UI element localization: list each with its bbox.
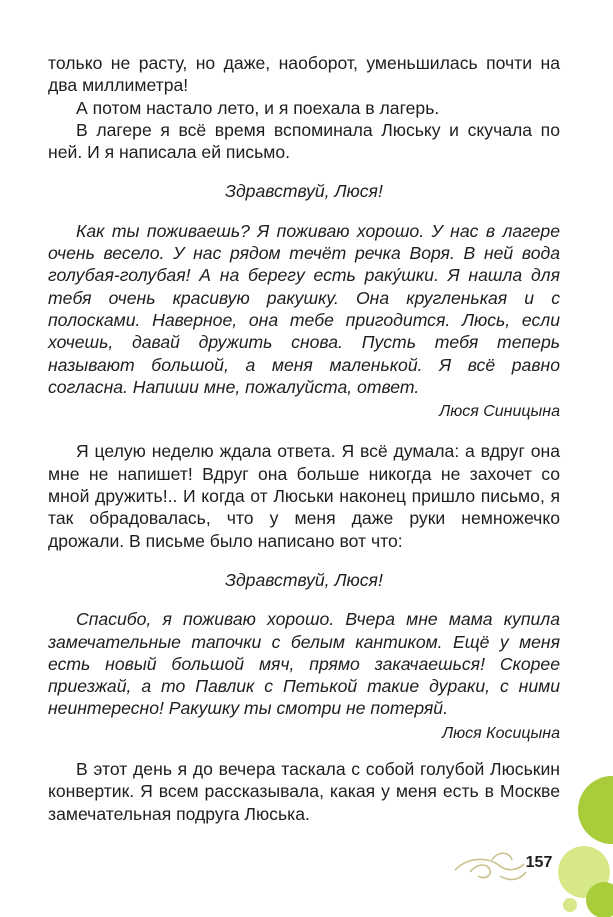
paragraph: только не расту, но даже, наоборот, уменьшилась почти на два миллиметра! — [48, 53, 560, 96]
letter2-greeting: Здравствуй, Люся! — [225, 569, 383, 590]
page-number: 157 — [525, 854, 553, 871]
paragraph: В этот день я до вечера таскала с собой голубой Люськин конвертик. Я всем рассказывала, какая у меня есть в Москве замечательная подруга Люська. — [48, 759, 560, 824]
letter2-signature: Люся Косицына — [442, 724, 560, 742]
paragraph: Я целую неделю ждала ответа. Я всё думала: а вдруг она мне не напишет! Вдруг она больше никогда не захочет со мной дружить!.. И когда от Люськи наконец пришло письмо, я так обрадовалась, что у меня даже руки немножечко дрожали. В письме было написано вот что: — [48, 441, 560, 551]
letter2-body: Спасибо, я поживаю хорошо. Вчера мне мама купила замечательные тапочки с белым кантиком. Ещё у меня есть новый большой мяч, прямо закачаешься! Скорее приезжай, а то Павлик с Петькой такие дураки, с ними неинтересно! Ракушку ты смотри не потеряй. — [48, 609, 560, 719]
green-circle-small — [586, 882, 613, 917]
green-circle-light — [558, 846, 610, 898]
paragraph: В лагере я всё время вспоминала Люську и скучала по ней. И я написала ей письмо. — [48, 119, 560, 163]
page-body — [48, 52, 560, 825]
green-dot — [563, 898, 577, 912]
green-circle-large — [578, 776, 613, 844]
letter1-body: Как ты поживаешь? Я поживаю хорошо. У нас в лагере очень весело. У нас рядом течёт речка Воря. В ней вода голубая-голубая! А на берегу есть раку́шки. Я нашла для тебя очень красивую ракушку. Она кругленькая и с полосками. Наверное, она тебе пригодится. Люсь, если хочешь, давай дружить снова. Пусть тебя теперь называют большой, а меня маленькой. Я всё равно согласна. Напиши мне, пожалуйста, ответ. — [48, 220, 560, 397]
letter1-signature: Люся Синицына — [439, 403, 560, 421]
paragraph: А потом настало лето, и я поехала в лагерь. — [76, 97, 440, 118]
swirl-ornament — [455, 853, 526, 879]
letter1-greeting: Здравствуй, Люся! — [225, 181, 383, 202]
